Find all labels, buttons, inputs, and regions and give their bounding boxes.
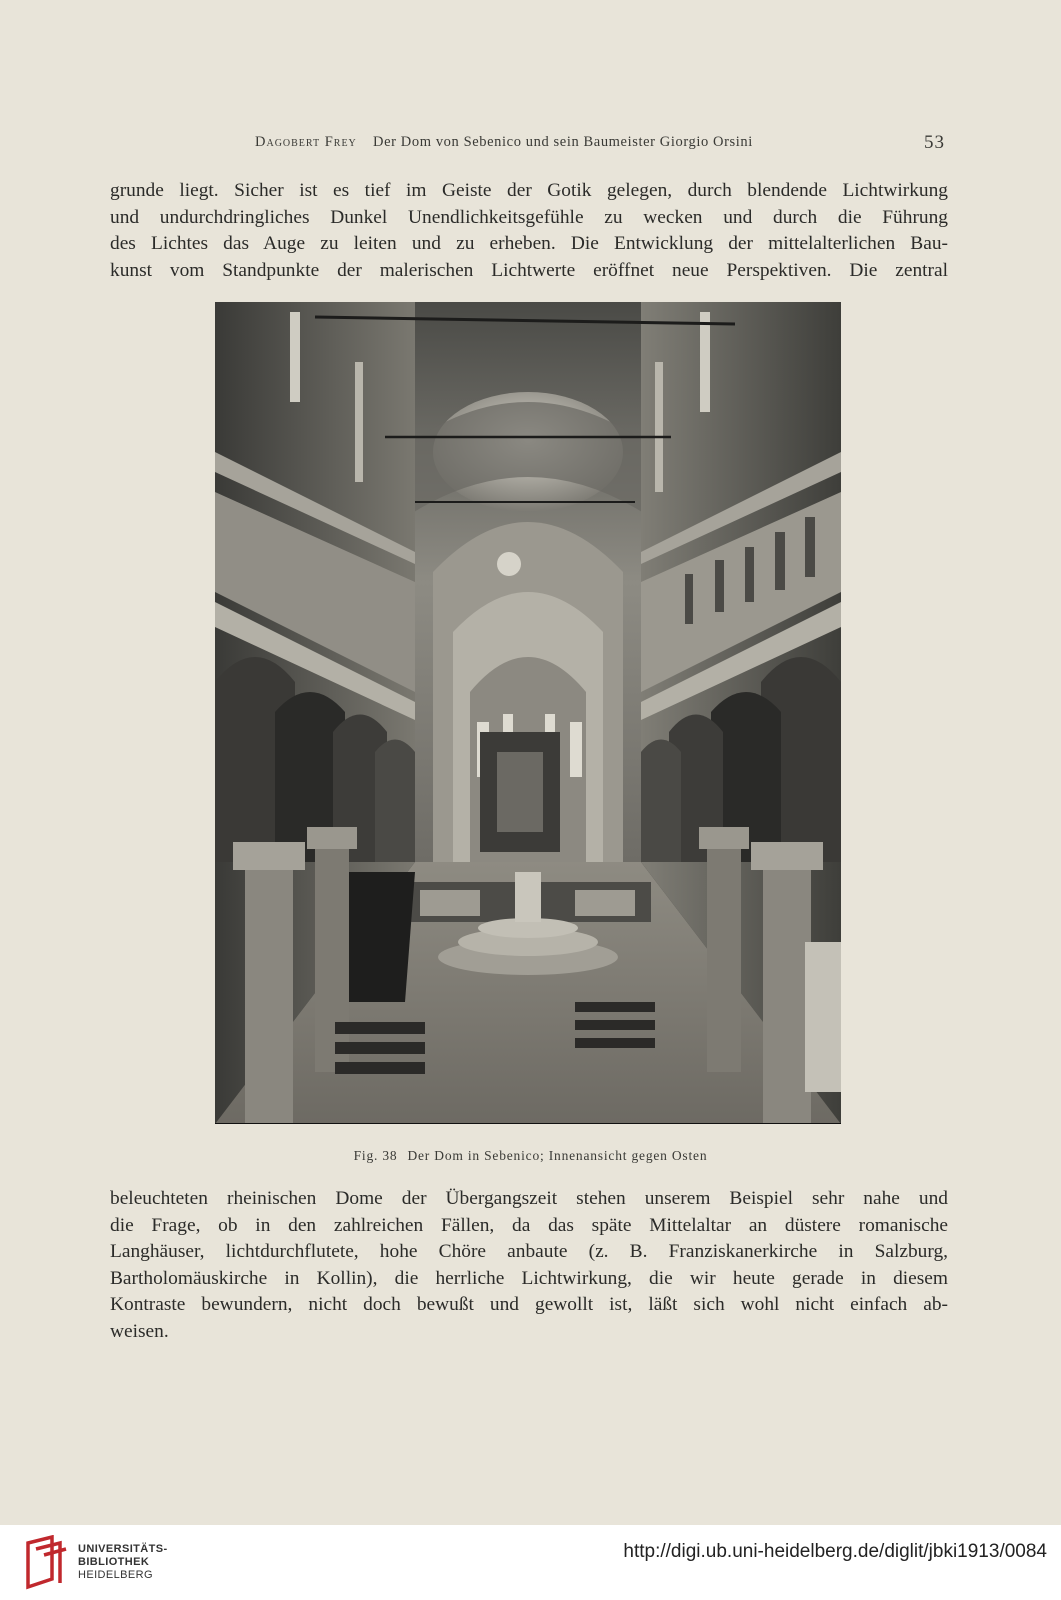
- library-name-line: UNIVERSITÄTS-: [78, 1543, 168, 1555]
- page-number: 53: [924, 132, 945, 153]
- figure-caption: [0, 1148, 1061, 1164]
- photo-illustration: [215, 302, 841, 1124]
- library-name-line: HEIDELBERG: [78, 1569, 153, 1581]
- library-footer: [0, 1525, 1061, 1600]
- running-head: [255, 134, 945, 156]
- cathedral-interior-photo: [215, 302, 841, 1124]
- text-line: Kontraste bewundern, nicht doch bewußt und gewollt ist, läßt sich wohl nicht einfach ab-: [110, 1294, 948, 1315]
- text-line: des Lichtes das Auge zu leiten und zu erheben. Die Entwicklung der mittelalterlichen Bau-: [110, 233, 948, 254]
- text-line: kunst vom Standpunkte der malerischen Lichtwerte eröffnet neue Perspektiven. Die zentral: [110, 259, 948, 281]
- library-name: [78, 1543, 168, 1582]
- text-line: Langhäuser, lichtdurchflutete, hohe Chöre anbaute (z. B. Franziskanerkirche in Salzburg,: [110, 1241, 948, 1262]
- source-url[interactable]: http://digi.ub.uni-heidelberg.de/diglit/jbki1913/0084: [623, 1541, 1047, 1562]
- text-line: und undurchdringliches Dunkel Unendlichkeitsgefühle zu wecken und durch die Führung: [110, 206, 948, 228]
- text-line: grunde liegt. Sicher ist es tief im Geiste der Gotik gelegen, durch blendende Lichtwirkung: [110, 180, 948, 201]
- library-name-line: BIBLIOTHEK: [78, 1556, 150, 1568]
- figure-number: Fig. 38: [353, 1148, 398, 1163]
- paragraph-bottom: [110, 1186, 948, 1345]
- text-line: die Frage, ob in den zahlreichen Fällen, da das späte Mittelaltar an düstere romanische: [110, 1214, 948, 1236]
- text-line: weisen.: [110, 1320, 169, 1342]
- text-line: beleuchteten rheinischen Dome der Übergangszeit stehen unserem Beispiel sehr nahe und: [110, 1188, 948, 1209]
- library-logo-icon: [22, 1535, 68, 1590]
- paragraph-top: [110, 178, 948, 284]
- figure-caption-text: Der Dom in Sebenico; Innenansicht gegen Osten: [407, 1148, 708, 1163]
- text-line: Bartholomäuskirche in Kollin), die herrliche Lichtwirkung, die wir heute gerade in diesem: [110, 1267, 948, 1289]
- running-head-author: Dagobert Frey: [255, 134, 357, 150]
- running-head-title: Der Dom von Sebenico und sein Baumeister Giorgio Orsini: [373, 134, 753, 150]
